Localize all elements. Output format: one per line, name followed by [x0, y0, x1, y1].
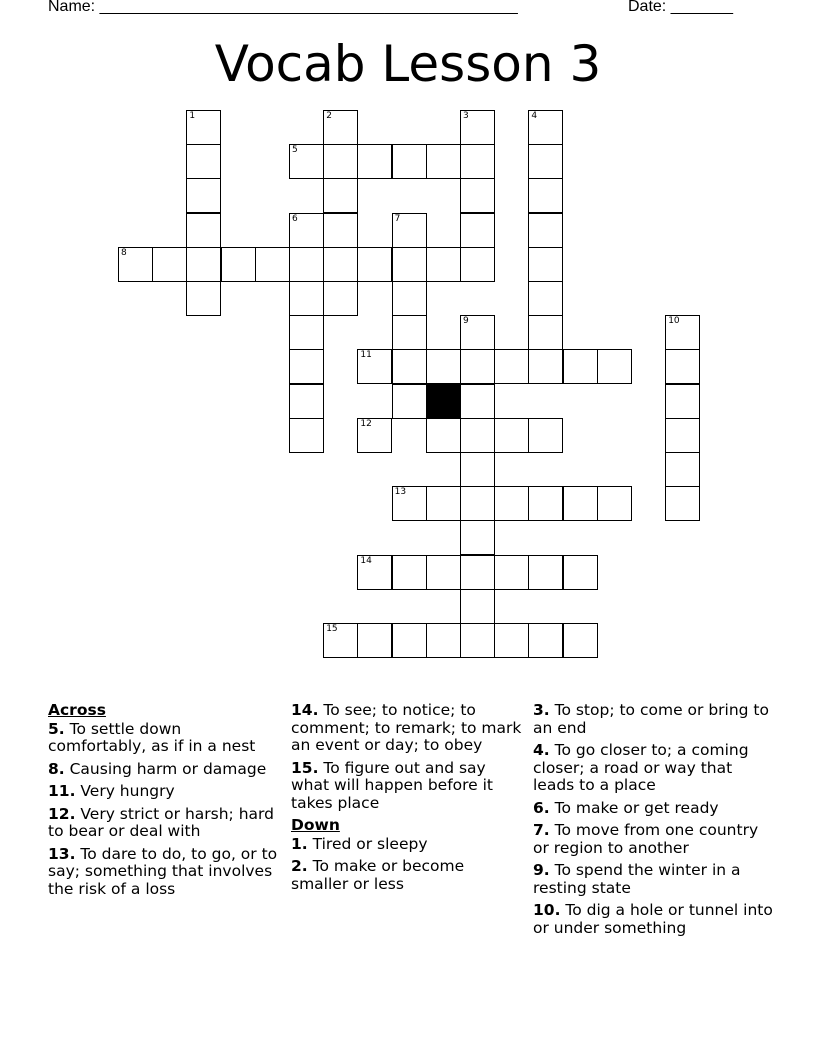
- crossword-cell[interactable]: [460, 315, 495, 350]
- clue-item: [48, 806, 280, 841]
- clue-item-number: 4.: [533, 741, 550, 759]
- clue-item-text: To dig a hole or tunnel into or under something: [533, 901, 773, 937]
- crossword-cell[interactable]: [528, 213, 563, 248]
- crossword-cell[interactable]: [494, 555, 529, 590]
- clue-item-number: 15.: [291, 758, 319, 777]
- clue-number: 2: [326, 111, 332, 121]
- crossword-cell[interactable]: [186, 281, 221, 316]
- clue-number: 6: [292, 213, 298, 224]
- crossword-cell[interactable]: [392, 315, 427, 350]
- across-clue-list-continued: [291, 702, 523, 812]
- crossword-cell[interactable]: [460, 418, 495, 453]
- clue-item-text: To settle down comfortably, as if in a nest: [48, 719, 256, 755]
- clue-item-number: 6.: [533, 798, 550, 817]
- clue-column-2: [291, 702, 523, 898]
- clue-item-text: Causing harm or damage: [64, 759, 267, 778]
- crossword-cell[interactable]: [118, 247, 153, 282]
- clue-item: [48, 783, 280, 801]
- clue-number: 15: [326, 624, 338, 634]
- crossword-cell[interactable]: [289, 281, 324, 316]
- crossword-cell[interactable]: [392, 144, 427, 179]
- clue-item: [533, 742, 773, 795]
- clue-item-text: To figure out and say what will happen before it takes place: [291, 758, 494, 812]
- clue-number: 5: [292, 145, 298, 156]
- crossword-cell[interactable]: [665, 486, 700, 521]
- crossword-cell[interactable]: [665, 418, 700, 453]
- crossword-cell[interactable]: [186, 110, 221, 145]
- crossword-cell[interactable]: [494, 623, 529, 658]
- clue-number: 8: [121, 247, 127, 258]
- crossword-cell[interactable]: [186, 247, 221, 282]
- crossword-cell[interactable]: [460, 452, 495, 487]
- crossword-cell[interactable]: [665, 315, 700, 350]
- crossword-cell[interactable]: [528, 247, 563, 282]
- clue-column-1: [48, 702, 280, 903]
- clue-item: [533, 902, 773, 937]
- clue-item-text: To see; to notice; to comment; to remark; to mark an event or day; to obey: [291, 701, 522, 754]
- crossword-cell[interactable]: [528, 623, 563, 658]
- page-title: Vocab Lesson 3: [214, 35, 602, 93]
- clue-number: 9: [463, 316, 469, 327]
- clue-number: 3: [463, 111, 469, 121]
- crossword-cell[interactable]: [323, 623, 358, 658]
- crossword-cell[interactable]: [357, 623, 392, 658]
- crossword-cell[interactable]: [460, 384, 495, 419]
- clue-number: 11: [360, 350, 372, 361]
- clue-item-text: To dare to do, to go, or to say; something that involves the risk of a loss: [48, 844, 278, 898]
- clue-item-text: Very hungry: [75, 782, 175, 800]
- clue-column-3: [533, 702, 773, 942]
- crossword-cell[interactable]: [460, 144, 495, 179]
- crossword-cell[interactable]: [426, 349, 461, 384]
- crossword-cell[interactable]: [494, 349, 529, 384]
- crossword-cell[interactable]: [392, 555, 427, 590]
- crossword-cell[interactable]: [392, 349, 427, 384]
- clue-item-number: 9.: [533, 861, 550, 879]
- crossword-cell[interactable]: [323, 144, 358, 179]
- crossword-cell[interactable]: [221, 247, 256, 282]
- date-field-label: Date: _______: [628, 0, 733, 15]
- crossword-cell[interactable]: [528, 144, 563, 179]
- clue-item: [291, 836, 523, 854]
- crossword-cell[interactable]: [563, 623, 598, 658]
- crossword-cell[interactable]: [392, 247, 427, 282]
- crossword-cell[interactable]: [460, 520, 495, 555]
- crossword-cell[interactable]: [426, 555, 461, 590]
- clue-item-text: Very strict or harsh; hard to bear or deal with: [48, 804, 274, 840]
- crossword-cell[interactable]: [186, 178, 221, 213]
- across-clue-list: [48, 721, 280, 899]
- name-field-label: Name: _______________________________________________: [48, 0, 518, 15]
- crossword-cell[interactable]: [528, 349, 563, 384]
- clue-number: 10: [668, 316, 680, 327]
- crossword-cell[interactable]: [186, 144, 221, 179]
- crossword-cell[interactable]: [289, 418, 324, 453]
- clue-number: 13: [394, 487, 407, 498]
- clue-item: [48, 721, 280, 756]
- clue-item: [291, 702, 523, 755]
- crossword-cell[interactable]: [494, 418, 529, 453]
- crossword-cell[interactable]: [528, 178, 563, 213]
- crossword-cell[interactable]: [426, 623, 461, 658]
- crossword-cell[interactable]: [460, 486, 495, 521]
- clue-item-number: 14.: [291, 701, 319, 719]
- crossword-cell[interactable]: [426, 418, 461, 453]
- crossword-cell[interactable]: [323, 247, 358, 282]
- clue-item: [533, 702, 773, 737]
- clue-item: [291, 858, 523, 893]
- crossword-cell[interactable]: [152, 247, 187, 282]
- clue-item-number: 11.: [48, 782, 76, 800]
- crossword-cell[interactable]: [392, 384, 427, 419]
- crossword-cell[interactable]: [255, 247, 290, 282]
- clue-item: [48, 761, 280, 779]
- crossword-cell[interactable]: [392, 486, 427, 521]
- crossword-cell[interactable]: [323, 110, 358, 145]
- crossword-cell[interactable]: [289, 247, 324, 282]
- clue-item-text: To stop; to come or bring to an end: [533, 701, 769, 737]
- clue-item-text: Tired or sleepy: [307, 834, 428, 853]
- crossword-cell[interactable]: [323, 178, 358, 213]
- crossword-cell[interactable]: [665, 452, 700, 487]
- clue-item-text: To make or become smaller or less: [291, 857, 465, 893]
- clue-number: 7: [394, 213, 401, 224]
- clue-item: [533, 862, 773, 897]
- clue-item-number: 12.: [48, 804, 76, 823]
- down-clue-list: [291, 836, 523, 894]
- clue-item-number: 7.: [533, 821, 550, 839]
- crossword-cell[interactable]: [426, 144, 461, 179]
- crossword-cell[interactable]: [494, 486, 529, 521]
- crossword-cell[interactable]: [323, 281, 358, 316]
- crossword-cell[interactable]: [460, 349, 495, 384]
- crossword-cell[interactable]: [563, 486, 598, 521]
- clue-item: [533, 800, 773, 818]
- crossword-cell[interactable]: [289, 213, 324, 248]
- crossword-cell[interactable]: [357, 555, 392, 590]
- crossword-cell[interactable]: [289, 144, 324, 179]
- down-heading: Down: [291, 816, 340, 834]
- crossword-cell[interactable]: [392, 623, 427, 658]
- crossword-cell[interactable]: [597, 349, 632, 384]
- crossword-cell[interactable]: [528, 555, 563, 590]
- crossword-cell[interactable]: [357, 144, 392, 179]
- clue-item-number: 2.: [291, 857, 308, 875]
- crossword-cell[interactable]: [460, 589, 495, 624]
- crossword-cell[interactable]: [392, 281, 427, 316]
- down-clue-list-continued: [533, 702, 773, 937]
- clue-item: [533, 822, 773, 857]
- clue-item-number: 13.: [48, 844, 76, 863]
- clue-item: [48, 846, 280, 899]
- crossword-cell[interactable]: [665, 349, 700, 384]
- clue-item-text: To spend the winter in a resting state: [533, 861, 741, 897]
- crossword-cell[interactable]: [528, 418, 563, 453]
- crossword-cell[interactable]: [528, 315, 563, 350]
- black-square: [426, 384, 461, 419]
- crossword-cell[interactable]: [357, 349, 392, 384]
- crossword-cell[interactable]: [460, 178, 495, 213]
- crossword-cell[interactable]: [357, 247, 392, 282]
- clue-item-text: To move from one country or region to another: [533, 821, 759, 857]
- crossword-cell[interactable]: [289, 349, 324, 384]
- crossword-cell[interactable]: [563, 555, 598, 590]
- clue-item-text: To make or get ready: [549, 798, 719, 817]
- crossword-cell[interactable]: [528, 110, 563, 145]
- crossword-cell[interactable]: [563, 349, 598, 384]
- clue-item-text: To go closer to; a coming closer; a road or way that leads to a place: [533, 741, 749, 794]
- crossword-cell[interactable]: [597, 486, 632, 521]
- across-heading: Across: [48, 701, 106, 719]
- crossword-cell[interactable]: [460, 110, 495, 145]
- clue-item-number: 3.: [533, 701, 550, 719]
- crossword-cell[interactable]: [426, 247, 461, 282]
- crossword-cell[interactable]: [289, 315, 324, 350]
- crossword-cell[interactable]: [460, 555, 495, 590]
- crossword-cell[interactable]: [357, 418, 392, 453]
- clue-item-number: 1.: [291, 834, 308, 853]
- clue-item-number: 10.: [533, 901, 561, 919]
- clue-number: 4: [531, 111, 538, 121]
- crossword-cell[interactable]: [426, 486, 461, 521]
- crossword-cell[interactable]: [186, 213, 221, 248]
- crossword-cell[interactable]: [460, 623, 495, 658]
- crossword-cell[interactable]: [528, 486, 563, 521]
- crossword-cell[interactable]: [460, 247, 495, 282]
- clue-number: 1: [189, 111, 196, 121]
- clue-number: 12: [360, 418, 372, 429]
- crossword-cell[interactable]: [289, 384, 324, 419]
- clue-item: [291, 760, 523, 813]
- crossword-cell[interactable]: [528, 281, 563, 316]
- clue-number: 14: [360, 555, 372, 566]
- crossword-cell[interactable]: [665, 384, 700, 419]
- clue-item-number: 5.: [48, 719, 65, 738]
- clue-item-number: 8.: [48, 759, 65, 778]
- crossword-cell[interactable]: [323, 213, 358, 248]
- crossword-cell[interactable]: [460, 213, 495, 248]
- crossword-cell[interactable]: [392, 213, 427, 248]
